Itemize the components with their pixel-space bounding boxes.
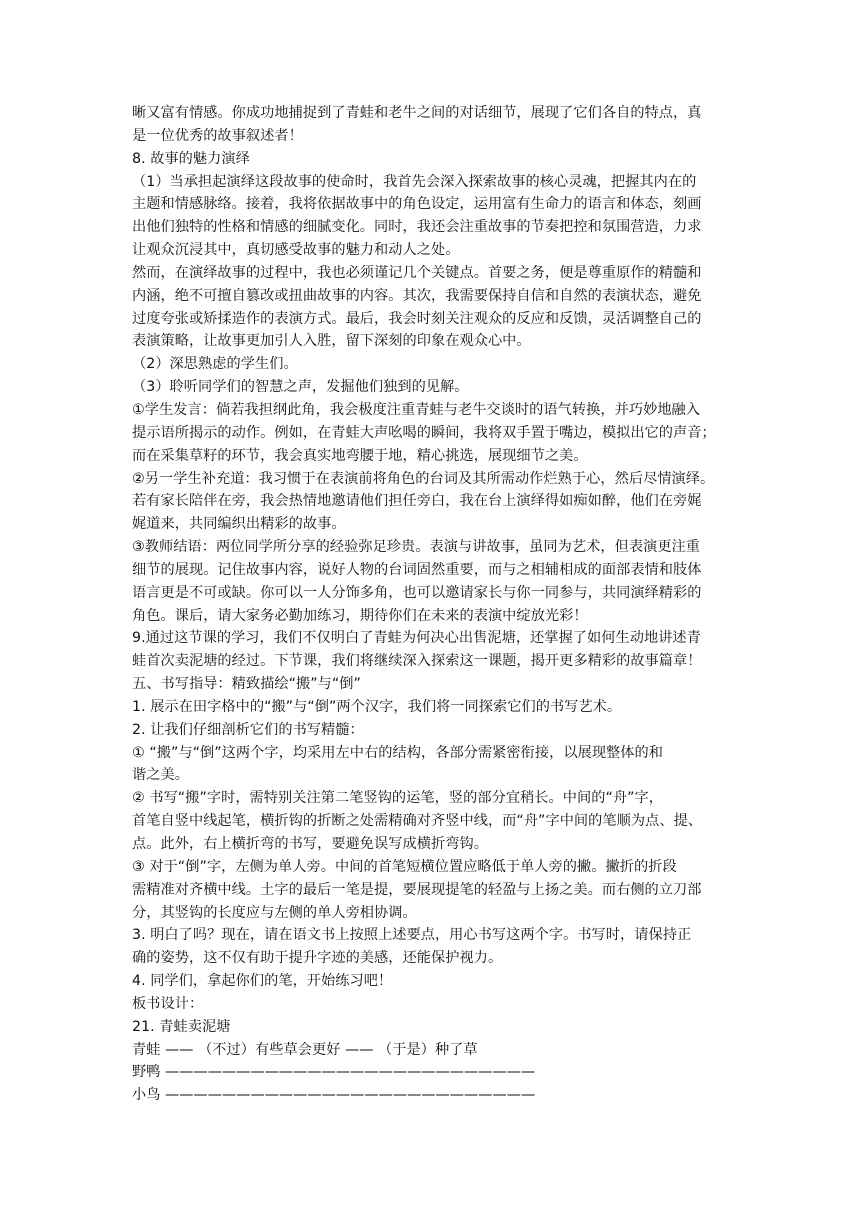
board-design-heading: 板书设计： (132, 995, 204, 1012)
text-line: 2. 让我们仔细剖析它们的书写精髓： (132, 721, 364, 738)
text-line: ①学生发言：倘若我担纲此角，我会极度注重青蛙与老牛交谈时的语气转换，并巧妙地融入 (132, 401, 701, 418)
text-line: 晰又富有情感。你成功地捕捉到了青蛙和老牛之间的对话细节，展现了它们各自的特点，真 (132, 105, 702, 121)
text-line: ③教师结语：两位同学所分享的经验弥足珍贵。表演与讲故事，虽同为艺术，但表演更注重 (132, 539, 701, 556)
text-line: 主题和情感脉络。接着，我将依据故事中的角色设定，运用富有生命力的语言和体态，刻画 (132, 196, 702, 213)
section-heading: 8. 故事的魅力演绎 (132, 150, 250, 167)
board-row-duck: 野鸭 —————————————————————————— (132, 1064, 536, 1081)
text-line: 细节的展现。记住故事内容，说好人物的台词固然重要，而与之相辅相成的面部表情和肢体 (132, 561, 702, 578)
text-line: 让观众沉浸其中，真切感受故事的魅力和动人之处。 (132, 242, 460, 259)
text-line: 蛙首次卖泥塘的经过。下节课，我们将继续深入探索这一课题，揭开更多精彩的故事篇章！ (132, 653, 702, 670)
text-line: ① “搬”与“倒”这两个字，均采用左中右的结构，各部分需紧密衔接，以展现整体的和 (132, 744, 664, 761)
text-line: ③ 对于“倒”字，左侧为单人旁。中间的首笔短横位置应略低于单人旁的撇。撇折的折段 (132, 858, 677, 875)
text-line: 首笔自竖中线起笔，横折钩的折断之处需精确对齐竖中线，而“舟”字中间的笔顺为点、提、 (132, 813, 703, 830)
text-line: 而在采集草籽的环节，我会真实地弯腰于地，精心挑选，展现细节之美。 (132, 447, 588, 464)
text-line: 若有家长陪伴在旁，我会热情地邀请他们担任旁白，我在台上演绎得如痴如醉，他们在旁娓 (132, 493, 702, 510)
text-line: 需精准对齐横中线。土字的最后一笔是提，要展现提笔的轻盈与上扬之美。而右侧的立刀部 (132, 881, 702, 898)
text-line: 角色。课后，请大家务必勤加练习，期待你们在未来的表演中绽放光彩！ (132, 607, 588, 624)
text-line: 谐之美。 (132, 767, 189, 784)
text-line: 是一位优秀的故事叙述者！ (132, 127, 303, 144)
text-line: 内涵，绝不可擅自篡改或扭曲故事的内容。其次，我需要保持自信和自然的表演状态，避免 (132, 287, 702, 304)
text-line: 分，其竖钩的长度应与左侧的单人旁相协调。 (132, 904, 417, 921)
text-line: 表演策略，让故事更加引人入胜，留下深刻的印象在观众心中。 (132, 333, 531, 350)
text-line: 3. 明白了吗？现在，请在语文书上按照上述要点，用心书写这两个字。书写时，请保持正 (132, 927, 692, 944)
text-line: （1）当承担起演绎这段故事的使命时，我首先会深入探索故事的核心灵魂，把握其内在的 (132, 173, 697, 190)
text-line: 确的姿势，这不仅有助于提升字迹的美感，还能保护视力。 (132, 950, 503, 967)
board-title: 21. 青蛙卖泥塘 (132, 1018, 231, 1035)
text-line: （2）深思熟虑的学生们。 (132, 356, 298, 373)
board-row-frog: 青蛙 —— （不过）有些草会更好 —— （于是）种了草 (132, 1041, 478, 1058)
text-line: 1. 展示在田字格中的“搬”与“倒”两个汉字，我们将一同探索它们的书写艺术。 (132, 698, 622, 715)
text-line: 过度夸张或矫揉造作的表演方式。最后，我会时刻关注观众的反应和反馈，灵活调整自己的 (132, 310, 702, 327)
text-line: ② 书写“搬”字时，需特别关注第二笔竖钩的运笔，竖的部分宜稍长。中间的“舟”字， (132, 790, 664, 807)
board-row-bird: 小鸟 —————————————————————————— (132, 1087, 536, 1104)
text-line: （3）聆听同学们的智慧之声，发掘他们独到的见解。 (132, 379, 469, 396)
text-line: 4. 同学们，拿起你们的笔，开始练习吧！ (132, 973, 393, 990)
text-line: ②另一学生补充道：我习惯于在表演前将角色的台词及其所需动作烂熟于心，然后尽情演绎。 (132, 470, 715, 487)
text-line: 提示语所揭示的动作。例如，在青蛙大声吆喝的瞬间，我将双手置于嘴边，模拟出它的声音； (132, 424, 716, 441)
document-body (132, 102, 732, 1107)
text-line: 语言更是不可或缺。你可以一人分饰多角，也可以邀请家长与你一同参与，共同演绎精彩的 (132, 584, 702, 601)
section-heading: 五、书写指导：精致描绘“搬”与“倒” (132, 676, 361, 693)
text-line: 娓道来，共同编织出精彩的故事。 (132, 516, 346, 533)
text-line: 然而，在演绎故事的过程中，我也必须谨记几个关键点。首要之务，便是尊重原作的精髓和 (132, 264, 702, 281)
text-line: 出他们独特的性格和情感的细腻变化。同时，我还会注重故事的节奏把控和氛围营造，力求 (132, 219, 702, 236)
text-line: 9.通过这节课的学习，我们不仅明白了青蛙为何决心出售泥塘，还掌握了如何生动地讲述青 (132, 630, 701, 647)
text-line: 点。此外，右上横折弯的书写，要避免误写成横折弯钩。 (132, 836, 488, 852)
